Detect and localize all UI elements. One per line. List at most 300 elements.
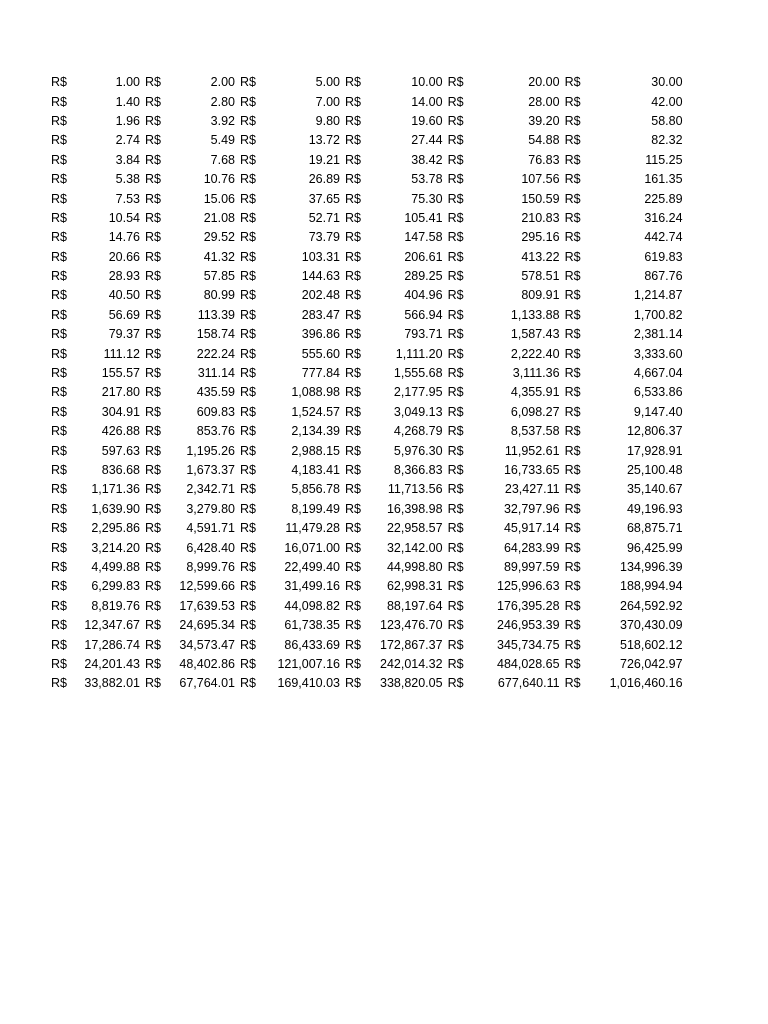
- amount-cell: 242,014.32: [380, 656, 443, 671]
- currency-symbol-cell: R$: [345, 579, 361, 594]
- currency-symbol-cell: R$: [447, 113, 464, 128]
- currency-symbol-cell: R$: [51, 540, 67, 555]
- currency-symbol-cell: R$: [240, 463, 256, 477]
- currency-symbol-cell: R$: [51, 579, 67, 594]
- currency-symbol-cell: R$: [145, 676, 161, 691]
- amount-cell: 172,867.37: [380, 637, 443, 652]
- currency-symbol-cell: R$: [447, 540, 464, 555]
- amount-cell: 12,599.66: [179, 579, 235, 594]
- amount-cell: 2.74: [115, 133, 140, 148]
- currency-symbol-cell: R$: [145, 307, 161, 322]
- currency-symbol-cell: R$: [345, 618, 361, 633]
- amount-cell: 1,088.98: [291, 385, 340, 400]
- amount-cell: 4,355.91: [510, 385, 560, 400]
- currency-symbol-cell: R$: [564, 366, 581, 381]
- currency-symbol-cell: R$: [240, 133, 256, 148]
- currency-symbol-cell: R$: [240, 443, 256, 458]
- currency-symbol-cell: R$: [564, 172, 581, 187]
- amount-cell: 370,430.09: [620, 618, 683, 633]
- amount-cell: 32,142.00: [386, 540, 443, 555]
- currency-symbol-cell: R$: [345, 249, 361, 264]
- table-row: [49, 189, 686, 208]
- amount-cell: 155.57: [101, 366, 140, 381]
- amount-cell: 45,917.14: [503, 521, 560, 536]
- amount-cell: 311.14: [197, 366, 235, 381]
- amount-cell: 76.83: [528, 152, 560, 167]
- currency-symbol-cell: R$: [447, 75, 464, 90]
- amount-cell: 4,591.71: [186, 521, 235, 536]
- currency-symbol-cell: R$: [240, 113, 256, 128]
- amount-cell: 1,171.36: [91, 482, 140, 497]
- currency-symbol-cell: R$: [145, 152, 161, 167]
- currency-symbol-cell: R$: [564, 540, 581, 555]
- table-row: [49, 422, 686, 441]
- currency-symbol-cell: R$: [145, 133, 161, 148]
- currency-symbol-cell: R$: [145, 366, 161, 381]
- amount-cell: 404.96: [404, 288, 443, 303]
- amount-cell: 42.00: [651, 94, 683, 109]
- amount-cell: 25,100.48: [626, 463, 683, 477]
- amount-cell: 283.47: [301, 307, 340, 322]
- table-row: [49, 616, 686, 635]
- amount-cell: 210.83: [521, 210, 560, 225]
- table-row: [49, 325, 686, 344]
- table-row: [49, 344, 686, 363]
- amount-cell: 44,998.80: [386, 559, 443, 574]
- currency-symbol-cell: R$: [564, 501, 581, 516]
- amount-cell: 16,071.00: [284, 540, 340, 555]
- currency-symbol-cell: R$: [447, 366, 464, 381]
- table-row: [49, 248, 686, 267]
- amount-cell: 3,279.80: [186, 501, 235, 516]
- table-row: [49, 286, 686, 305]
- currency-symbol-cell: R$: [51, 501, 67, 516]
- amount-cell: 7.53: [115, 191, 140, 206]
- amount-cell: 8,999.76: [186, 559, 235, 574]
- currency-symbol-cell: R$: [240, 637, 256, 652]
- currency-symbol-cell: R$: [564, 637, 581, 652]
- currency-symbol-cell: R$: [447, 482, 464, 497]
- amount-cell: 23,427.11: [504, 482, 560, 497]
- amount-cell: 2,988.15: [291, 443, 340, 458]
- currency-symbol-cell: R$: [51, 443, 67, 458]
- amount-cell: 37.65: [308, 191, 340, 206]
- amount-cell: 1.96: [115, 113, 140, 128]
- amount-cell: 3,111.36: [512, 366, 560, 381]
- currency-symbol-cell: R$: [447, 463, 464, 477]
- currency-symbol-cell: R$: [145, 75, 161, 90]
- currency-symbol-cell: R$: [145, 404, 161, 419]
- amount-cell: 289.25: [404, 269, 443, 284]
- amount-cell: 8,819.76: [91, 598, 140, 613]
- amount-cell: 53.78: [411, 172, 443, 187]
- currency-symbol-cell: R$: [447, 501, 464, 516]
- table-row: [49, 655, 686, 674]
- currency-symbol-cell: R$: [240, 94, 256, 109]
- amount-cell: 62,998.31: [386, 579, 443, 594]
- currency-symbol-cell: R$: [240, 269, 256, 284]
- amount-cell: 19.60: [411, 113, 443, 128]
- amount-cell: 3,333.60: [633, 346, 683, 361]
- amount-cell: 96,425.99: [626, 540, 683, 555]
- table-row: [49, 112, 686, 131]
- currency-symbol-cell: R$: [51, 618, 67, 633]
- currency-symbol-cell: R$: [51, 598, 67, 613]
- amount-cell: 8,366.83: [393, 463, 443, 477]
- currency-symbol-cell: R$: [564, 618, 581, 633]
- currency-symbol-cell: R$: [564, 133, 581, 148]
- amount-cell: 79.37: [108, 327, 140, 342]
- currency-symbol-cell: R$: [345, 637, 361, 652]
- amount-cell: 89,997.59: [503, 559, 560, 574]
- currency-symbol-cell: R$: [564, 113, 581, 128]
- amount-cell: 7.00: [315, 94, 340, 109]
- currency-symbol-cell: R$: [240, 385, 256, 400]
- amount-cell: 54.88: [528, 133, 560, 148]
- currency-symbol-cell: R$: [145, 637, 161, 652]
- amount-cell: 1,587.43: [510, 327, 560, 342]
- currency-symbol-cell: R$: [51, 172, 67, 187]
- table-row: [49, 635, 686, 654]
- amount-cell: 34,573.47: [179, 637, 235, 652]
- amount-cell: 3.92: [210, 113, 235, 128]
- amount-cell: 6,098.27: [510, 404, 560, 419]
- currency-symbol-cell: R$: [447, 676, 464, 691]
- amount-cell: 19.21: [308, 152, 340, 167]
- currency-symbol-cell: R$: [564, 191, 581, 206]
- currency-symbol-cell: R$: [240, 598, 256, 613]
- amount-cell: 30.00: [651, 75, 683, 90]
- amount-cell: 2.00: [210, 75, 235, 90]
- amount-cell: 17,639.53: [179, 598, 235, 613]
- amount-cell: 4,268.79: [393, 424, 443, 439]
- amount-cell: 28.93: [108, 269, 140, 284]
- table-row: [49, 73, 686, 92]
- currency-symbol-cell: R$: [240, 618, 256, 633]
- amount-cell: 1.00: [115, 75, 140, 90]
- amount-cell: 566.94: [404, 307, 443, 322]
- amount-cell: 316.24: [644, 210, 683, 225]
- currency-symbol-cell: R$: [240, 152, 256, 167]
- amount-cell: 14.00: [411, 94, 443, 109]
- table-row: [49, 403, 686, 422]
- currency-symbol-cell: R$: [447, 327, 464, 342]
- table-row: [49, 558, 686, 577]
- currency-symbol-cell: R$: [240, 327, 256, 342]
- amount-cell: 4,499.88: [91, 559, 140, 574]
- amount-cell: 3,049.13: [393, 404, 443, 419]
- amount-cell: 609.83: [196, 404, 235, 419]
- amount-cell: 121,007.16: [277, 656, 340, 671]
- amount-cell: 75.30: [411, 191, 443, 206]
- currency-symbol-cell: R$: [145, 618, 161, 633]
- amount-cell: 7.68: [210, 152, 235, 167]
- currency-symbol-cell: R$: [51, 346, 67, 361]
- amount-cell: 3,214.20: [91, 540, 140, 555]
- currency-symbol-cell: R$: [51, 463, 67, 477]
- currency-symbol-cell: R$: [345, 230, 361, 245]
- currency-symbol-cell: R$: [447, 637, 464, 652]
- table-row: [49, 674, 686, 693]
- amount-cell: 24,695.34: [179, 618, 235, 633]
- currency-symbol-cell: R$: [564, 385, 581, 400]
- table-row: [49, 170, 686, 189]
- amount-cell: 202.48: [301, 288, 340, 303]
- currency-symbol-cell: R$: [240, 404, 256, 419]
- amount-cell: 264,592.92: [620, 598, 683, 613]
- amount-cell: 52.71: [308, 210, 340, 225]
- currency-symbol-cell: R$: [240, 366, 256, 381]
- amount-cell: 225.89: [644, 191, 683, 206]
- currency-symbol-cell: R$: [564, 559, 581, 574]
- currency-symbol-cell: R$: [240, 230, 256, 245]
- amount-cell: 107.56: [521, 172, 560, 187]
- amount-cell: 67,764.01: [179, 676, 235, 691]
- amount-cell: 5.49: [210, 133, 235, 148]
- table-row: [49, 480, 686, 499]
- amount-cell: 123,476.70: [380, 618, 443, 633]
- currency-symbol-cell: R$: [240, 210, 256, 225]
- currency-symbol-cell: R$: [447, 598, 464, 613]
- currency-symbol-cell: R$: [345, 424, 361, 439]
- amount-cell: 115.25: [645, 152, 683, 167]
- amount-cell: 48,402.86: [179, 656, 235, 671]
- amount-cell: 32,797.96: [503, 501, 560, 516]
- amount-cell: 64,283.99: [503, 540, 560, 555]
- amount-cell: 38.42: [411, 152, 443, 167]
- amount-cell: 22,958.57: [386, 521, 443, 536]
- currency-symbol-cell: R$: [240, 501, 256, 516]
- amount-cell: 2,295.86: [91, 521, 140, 536]
- amount-cell: 222.24: [196, 346, 235, 361]
- amount-cell: 1,524.57: [291, 404, 340, 419]
- currency-symbol-cell: R$: [447, 656, 464, 671]
- amount-cell: 169,410.03: [277, 676, 340, 691]
- currency-symbol-cell: R$: [145, 346, 161, 361]
- amount-cell: 3.84: [115, 152, 140, 167]
- amount-cell: 49,196.93: [626, 501, 683, 516]
- currency-symbol-cell: R$: [345, 152, 361, 167]
- amount-cell: 26.89: [308, 172, 340, 187]
- amount-cell: 56.69: [108, 307, 140, 322]
- currency-symbol-cell: R$: [447, 443, 464, 458]
- currency-symbol-cell: R$: [345, 540, 361, 555]
- currency-symbol-cell: R$: [564, 307, 581, 322]
- currency-symbol-cell: R$: [345, 113, 361, 128]
- currency-symbol-cell: R$: [145, 443, 161, 458]
- amount-cell: 10.76: [203, 172, 235, 187]
- currency-symbol-cell: R$: [51, 482, 67, 497]
- currency-symbol-cell: R$: [564, 463, 581, 477]
- amount-cell: 28.00: [528, 94, 560, 109]
- amount-cell: 11,952.61: [504, 443, 560, 458]
- currency-symbol-cell: R$: [51, 94, 67, 109]
- amount-cell: 777.84: [301, 366, 340, 381]
- amount-cell: 484,028.65: [497, 656, 560, 671]
- currency-symbol-cell: R$: [145, 94, 161, 109]
- currency-symbol-cell: R$: [51, 113, 67, 128]
- currency-symbol-cell: R$: [51, 385, 67, 400]
- amount-cell: 12,347.67: [84, 618, 140, 633]
- currency-symbol-cell: R$: [447, 579, 464, 594]
- currency-symbol-cell: R$: [51, 404, 67, 419]
- amount-cell: 295.16: [521, 230, 560, 245]
- currency-symbol-cell: R$: [447, 618, 464, 633]
- table-row: [49, 500, 686, 519]
- amount-cell: 5.00: [315, 75, 340, 90]
- currency-symbol-cell: R$: [51, 656, 67, 671]
- amount-cell: 853.76: [196, 424, 235, 439]
- currency-symbol-cell: R$: [145, 385, 161, 400]
- amount-cell: 2,134.39: [291, 424, 340, 439]
- currency-symbol-cell: R$: [51, 424, 67, 439]
- amount-cell: 246,953.39: [497, 618, 560, 633]
- amount-cell: 150.59: [521, 191, 560, 206]
- table-row: [49, 364, 686, 383]
- currency-symbol-cell: R$: [240, 346, 256, 361]
- currency-symbol-cell: R$: [145, 424, 161, 439]
- amount-cell: 40.50: [108, 288, 140, 303]
- currency-symbol-cell: R$: [51, 288, 67, 303]
- currency-symbol-cell: R$: [145, 482, 161, 497]
- currency-symbol-cell: R$: [564, 75, 581, 90]
- currency-symbol-cell: R$: [345, 521, 361, 536]
- amount-cell: 61,738.35: [284, 618, 340, 633]
- currency-symbol-cell: R$: [447, 191, 464, 206]
- currency-symbol-cell: R$: [145, 501, 161, 516]
- currency-symbol-cell: R$: [240, 521, 256, 536]
- currency-symbol-cell: R$: [51, 327, 67, 342]
- amount-cell: 442.74: [644, 230, 683, 245]
- currency-symbol-cell: R$: [240, 676, 256, 691]
- currency-symbol-cell: R$: [51, 676, 67, 691]
- table-row: [49, 151, 686, 170]
- currency-symbol-cell: R$: [564, 598, 581, 613]
- currency-symbol-cell: R$: [51, 637, 67, 652]
- amount-cell: 1,214.87: [633, 288, 683, 303]
- currency-symbol-cell: R$: [240, 288, 256, 303]
- amount-cell: 20.00: [528, 75, 560, 90]
- amount-cell: 24,201.43: [84, 656, 140, 671]
- amount-cell: 6,428.40: [186, 540, 235, 555]
- amount-cell: 16,733.65: [503, 463, 560, 477]
- currency-symbol-cell: R$: [240, 249, 256, 264]
- currency-symbol-cell: R$: [345, 307, 361, 322]
- currency-symbol-cell: R$: [145, 559, 161, 574]
- currency-symbol-cell: R$: [145, 249, 161, 264]
- amount-cell: 435.59: [196, 385, 235, 400]
- currency-symbol-cell: R$: [564, 152, 581, 167]
- table-row: [49, 519, 686, 538]
- amount-cell: 125,996.63: [497, 579, 560, 594]
- amount-cell: 867.76: [644, 269, 683, 284]
- currency-symbol-cell: R$: [564, 210, 581, 225]
- currency-symbol-cell: R$: [345, 443, 361, 458]
- currency-symbol-cell: R$: [345, 94, 361, 109]
- currency-symbol-cell: R$: [564, 579, 581, 594]
- amount-cell: 217.80: [101, 385, 140, 400]
- amount-cell: 836.68: [101, 463, 140, 477]
- table-row: [49, 577, 686, 596]
- table-row: [49, 92, 686, 111]
- amount-cell: 304.91: [101, 404, 140, 419]
- currency-symbol-cell: R$: [345, 288, 361, 303]
- amount-cell: 22,499.40: [284, 559, 340, 574]
- currency-symbol-cell: R$: [564, 94, 581, 109]
- currency-symbol-cell: R$: [564, 676, 581, 691]
- table-row: [49, 228, 686, 247]
- amount-cell: 396.86: [301, 327, 340, 342]
- amount-cell: 2,222.40: [510, 346, 560, 361]
- currency-symbol-cell: R$: [145, 113, 161, 128]
- amount-cell: 14.76: [108, 230, 140, 245]
- currency-symbol-cell: R$: [345, 366, 361, 381]
- currency-symbol-cell: R$: [145, 521, 161, 536]
- currency-symbol-cell: R$: [51, 191, 67, 206]
- amount-cell: 86,433.69: [284, 637, 340, 652]
- table-row: [49, 383, 686, 402]
- amount-cell: 20.66: [108, 249, 140, 264]
- currency-symbol-cell: R$: [345, 172, 361, 187]
- currency-symbol-cell: R$: [345, 75, 361, 90]
- currency-symbol-cell: R$: [447, 385, 464, 400]
- currency-symbol-cell: R$: [145, 230, 161, 245]
- table-row: [49, 441, 686, 460]
- currency-symbol-cell: R$: [345, 656, 361, 671]
- amount-cell: 10.54: [108, 210, 140, 225]
- currency-symbol-cell: R$: [145, 463, 161, 477]
- table-row: [49, 538, 686, 557]
- currency-symbol-cell: R$: [240, 540, 256, 555]
- currency-symbol-cell: R$: [240, 482, 256, 497]
- currency-symbol-cell: R$: [345, 191, 361, 206]
- amount-cell: 11,713.56: [387, 482, 443, 497]
- currency-symbol-cell: R$: [51, 210, 67, 225]
- amount-cell: 35,140.67: [626, 482, 683, 497]
- currency-symbol-cell: R$: [51, 249, 67, 264]
- currency-symbol-cell: R$: [564, 424, 581, 439]
- currency-symbol-cell: R$: [145, 327, 161, 342]
- amount-cell: 9,147.40: [633, 404, 683, 419]
- currency-symbol-cell: R$: [345, 385, 361, 400]
- table-body: [49, 73, 686, 694]
- amount-cell: 80.99: [203, 288, 235, 303]
- amount-cell: 1,700.82: [633, 307, 683, 322]
- amount-cell: 31,499.16: [284, 579, 340, 594]
- amount-cell: 5,856.78: [291, 482, 340, 497]
- table-row: [49, 131, 686, 150]
- currency-symbol-cell: R$: [564, 346, 581, 361]
- amount-cell: 2,177.95: [393, 385, 443, 400]
- amount-cell: 10.00: [411, 75, 443, 90]
- currency-symbol-cell: R$: [240, 191, 256, 206]
- currency-symbol-cell: R$: [145, 172, 161, 187]
- amount-cell: 68,875.71: [626, 521, 683, 536]
- currency-symbol-cell: R$: [447, 172, 464, 187]
- amount-cell: 134,996.39: [620, 559, 683, 574]
- currency-symbol-cell: R$: [51, 133, 67, 148]
- currency-symbol-cell: R$: [51, 75, 67, 90]
- currency-symbol-cell: R$: [447, 94, 464, 109]
- amount-cell: 111.12: [103, 346, 140, 361]
- amount-cell: 113.39: [197, 307, 235, 322]
- currency-symbol-cell: R$: [447, 521, 464, 536]
- currency-symbol-cell: R$: [145, 288, 161, 303]
- amount-cell: 39.20: [528, 113, 560, 128]
- currency-symbol-cell: R$: [447, 249, 464, 264]
- amount-cell: 1,639.90: [91, 501, 140, 516]
- currency-symbol-cell: R$: [145, 269, 161, 284]
